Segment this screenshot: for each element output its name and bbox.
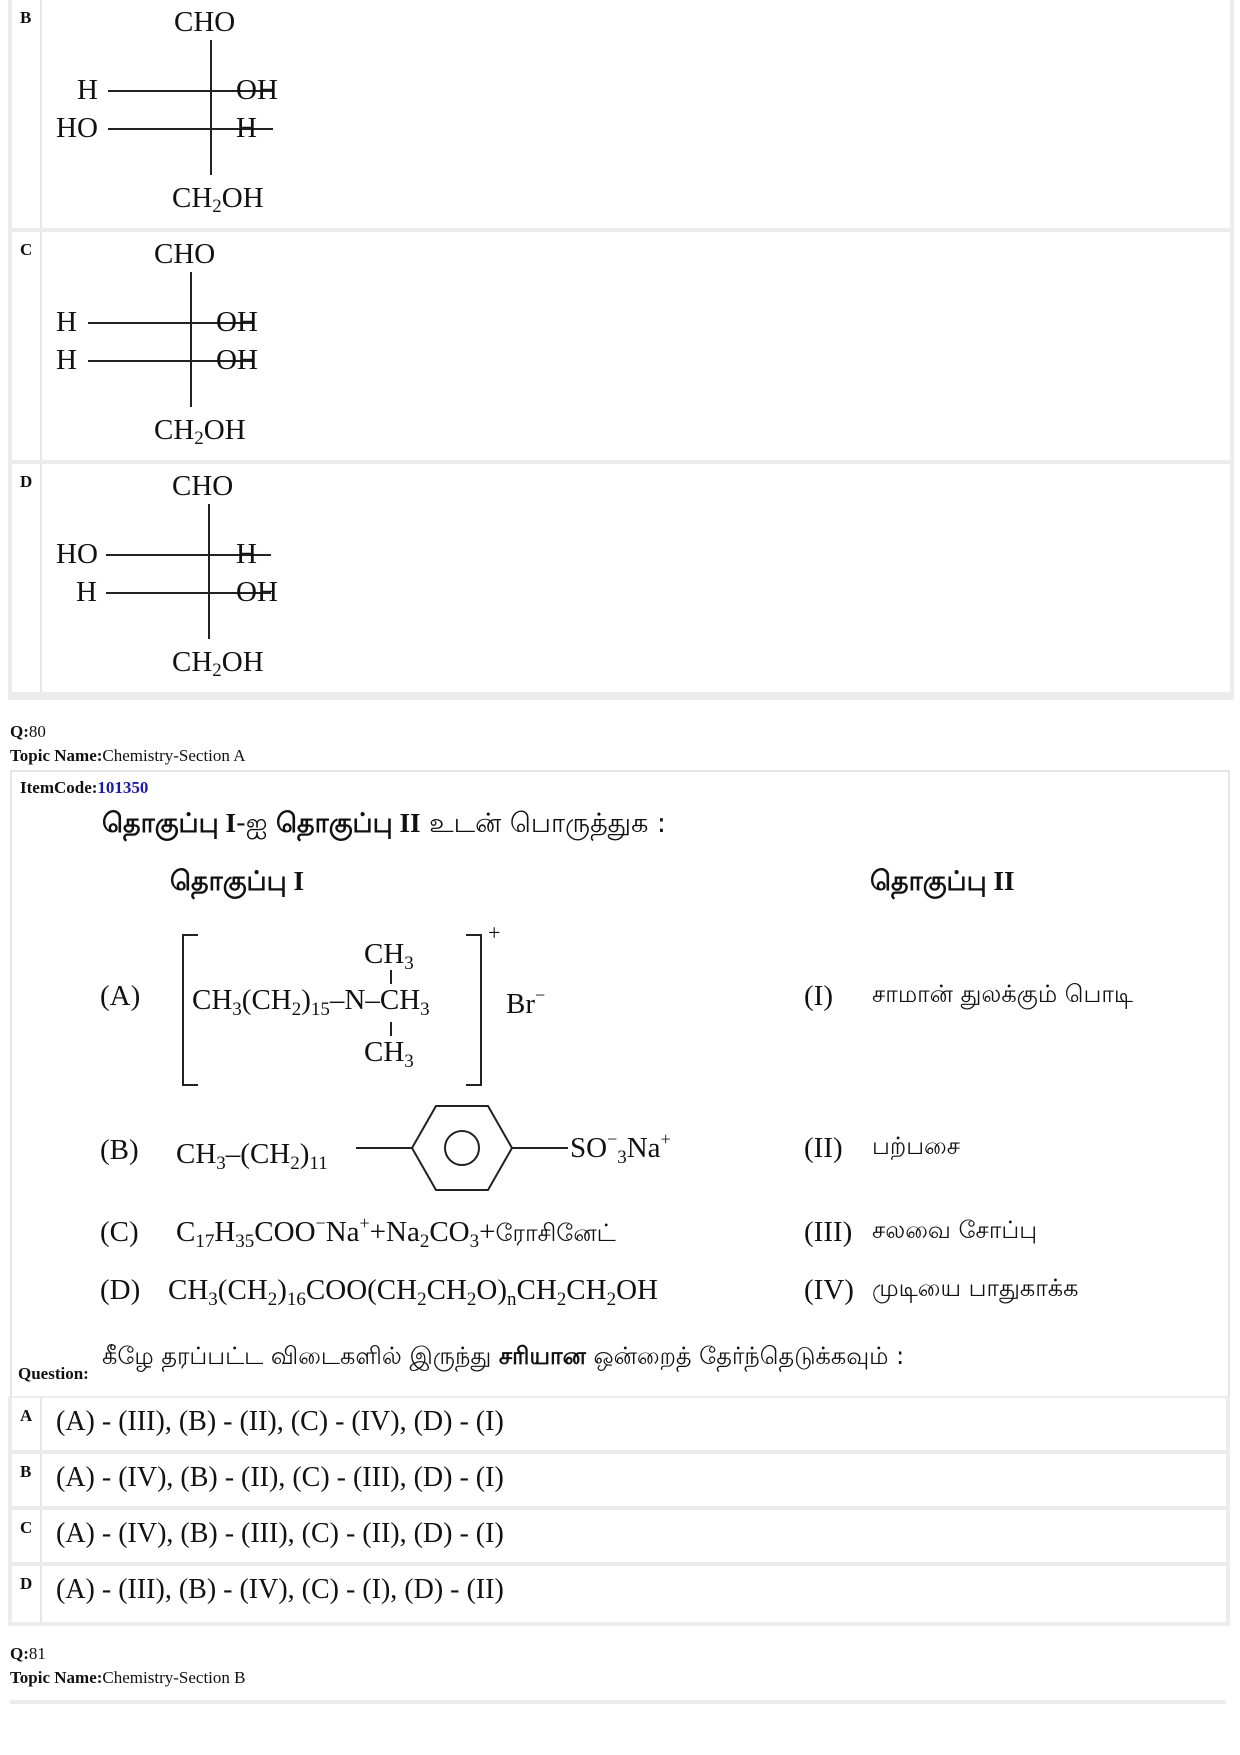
option-content [40, 1398, 1226, 1450]
option-letter: C [20, 1518, 33, 1537]
charge-plus: + [488, 920, 501, 945]
match-ii-label: (II) [804, 1132, 843, 1164]
match-ii-text: பற்பசை [872, 1132, 961, 1160]
question-number: Q:80 [10, 722, 46, 741]
benzene-ring-icon [356, 1098, 572, 1198]
option-letter: C [20, 240, 33, 259]
alkyl-chain: $CH_3-(CH_2)_{11}$ [176, 1138, 328, 1174]
fischer-left-1: HO [56, 538, 98, 570]
option-content [40, 464, 1230, 692]
fischer-left-2: H [56, 344, 77, 376]
fischer-top: CHO [172, 470, 234, 502]
option-letter: D [20, 1574, 33, 1593]
fischer-left-2: H [76, 576, 97, 608]
match-iv-text: முடியை பாதுகாக்க [872, 1274, 1079, 1302]
question-number: Q:81 [10, 1644, 46, 1663]
ch3-bottom: $CH_3$ [364, 1036, 414, 1072]
option-row-b[interactable] [12, 0, 1230, 228]
item-b-label: (B) [100, 1134, 139, 1166]
option-text: (A) - (IV), (B) - (III), (C) - (II), (D) - (I) [56, 1518, 504, 1549]
ch3-top: $CH_3$ [364, 938, 414, 974]
fischer-bottom: $CH_2OH$ [154, 414, 246, 449]
option-letter: B [20, 8, 32, 27]
fischer-right-2: OH [216, 344, 258, 376]
item-c-formula: $C_{17}H_{35}COO^-Na^++Na_2CO_3+ரோசினேட்$ [176, 1213, 616, 1252]
answer-option-c[interactable] [12, 1510, 1226, 1562]
column-2-header: தொகுப்பு II [870, 866, 1015, 897]
fischer-left-2: HO [56, 112, 98, 144]
sulfonate-group: $SO^-_3Na^+$ [570, 1129, 671, 1168]
answer-option-b[interactable] [12, 1454, 1226, 1506]
fischer-right-1: OH [216, 306, 258, 338]
option-letter: A [20, 1406, 33, 1425]
fischer-right-1: OH [236, 74, 278, 106]
option-content [40, 1566, 1226, 1622]
fischer-top: CHO [174, 6, 236, 38]
ammonium-main: $CH_3(CH_2)_{15}-N-CH_3$ [192, 984, 430, 1020]
option-text: (A) - (IV), (B) - (II), (C) - (III), (D) - (I) [56, 1462, 504, 1493]
match-i-text: சாமான் துலக்கும் பொடி [872, 980, 1133, 1008]
fischer-right-1: H [236, 538, 257, 570]
fischer-left-1: H [56, 306, 77, 338]
fischer-bottom: $CH_2OH$ [172, 646, 264, 681]
bromide: Br− [506, 985, 546, 1020]
option-letter: D [20, 472, 33, 491]
item-c-label: (C) [100, 1216, 139, 1248]
option-row-d[interactable] [12, 464, 1230, 692]
option-text: (A) - (III), (B) - (IV), (C) - (I), (D) - (II) [56, 1574, 504, 1605]
question-label: Question: [18, 1364, 89, 1383]
divider [10, 1700, 1226, 1704]
item-d-formula: $CH_3(CH_2)_{16}COO(CH_2CH_2O)_nCH_2CH_2OH$ [168, 1274, 658, 1310]
option-content [40, 1454, 1226, 1506]
fischer-bottom: $CH_2OH$ [172, 182, 264, 217]
match-iii-text: சலவை சோப்பு [872, 1216, 1038, 1244]
match-iv-label: (IV) [804, 1274, 854, 1306]
option-row-c[interactable] [12, 232, 1230, 460]
option-content [40, 232, 1230, 460]
fischer-right-2: H [236, 112, 257, 144]
answer-option-a[interactable] [12, 1398, 1226, 1450]
topic-name: Topic Name:Chemistry-Section B [10, 1668, 246, 1687]
option-text: (A) - (III), (B) - (II), (C) - (IV), (D) - (I) [56, 1406, 504, 1437]
match-iii-label: (III) [804, 1216, 853, 1248]
match-i-label: (I) [804, 980, 833, 1012]
item-a-label: (A) [100, 980, 141, 1012]
option-letter: B [20, 1462, 32, 1481]
match-instruction: தொகுப்பு I-ஐ தொகுப்பு II உடன் பொருத்துக : [102, 808, 667, 839]
answer-option-d[interactable] [12, 1566, 1226, 1622]
fischer-left-1: H [77, 74, 98, 106]
question-text: கீழே தரப்பட்ட விடைகளில் இருந்து சரியான ஒன்றைத் தேர்ந்தெடுக்கவும் : [102, 1342, 905, 1370]
question-box [10, 770, 1230, 1400]
item-code: ItemCode:101350 [20, 778, 149, 797]
fischer-top: CHO [154, 238, 216, 270]
option-content [40, 0, 1230, 228]
fischer-right-2: OH [236, 576, 278, 608]
right-bracket [466, 934, 482, 1086]
option-content [40, 1510, 1226, 1562]
column-1-header: தொகுப்பு I [170, 866, 304, 897]
topic-name: Topic Name:Chemistry-Section A [10, 746, 246, 765]
item-d-label: (D) [100, 1274, 141, 1306]
